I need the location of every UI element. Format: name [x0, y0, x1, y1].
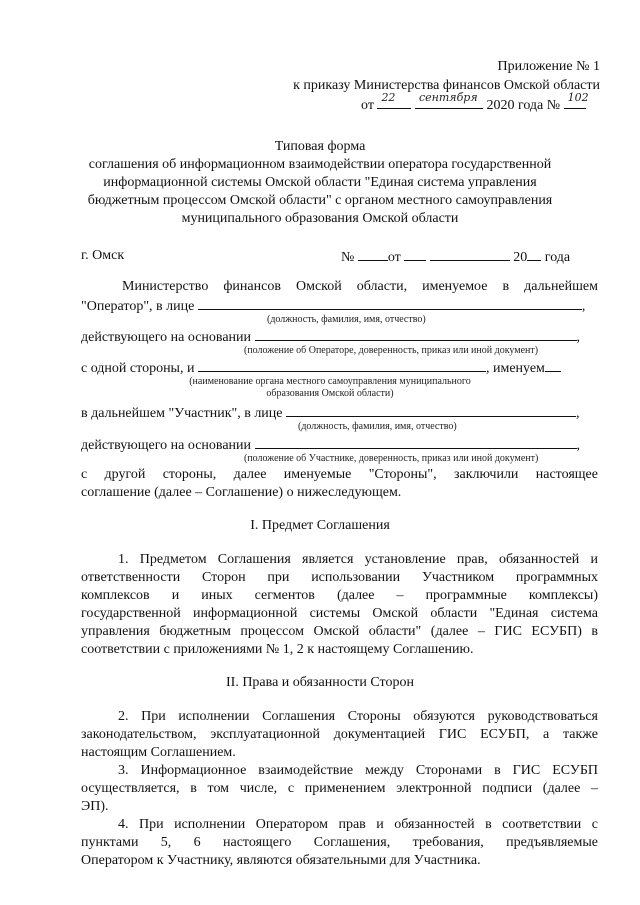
section-2-p3-line-3: ЭП).: [81, 799, 109, 814]
named-label: , именуем: [485, 361, 545, 376]
section-2-p3-line-1: 3. Информационное взаимодействие между Сторонами в ГИС ЕСУБП: [118, 763, 598, 778]
section-1-line-6: соответствии с приложениями № 1, 2 к настоящему Соглашению.: [81, 642, 474, 657]
appendix-label: Приложение № 1: [497, 59, 600, 74]
preamble-line-7: с другой стороны, далее именуемые "Стороны", заключили настоящее: [81, 467, 598, 482]
preamble-line-5: в дальнейшем "Участник", в лице ,: [81, 406, 580, 421]
preamble-line-3: действующего на основании ,: [81, 330, 581, 345]
form-subtitle-3: бюджетным процессом Омской области" с органом местного самоуправления: [87, 193, 553, 208]
city: г. Омск: [81, 248, 125, 263]
section-2-p4-line-3: Оператором к Участнику, являются обязательными для Участника.: [81, 853, 481, 868]
section-1-line-5: управления бюджетным процессом Омской области" (далее – ГИС ЕСУБП) в: [81, 624, 598, 639]
caption-operator-basis: (положение об Операторе, доверенность, приказ или иной документ): [244, 345, 539, 356]
section-2-p2-line-2: законодательством, эксплуатационной документацией ГИС ЕСУБП, а также: [81, 727, 598, 742]
other-side-label: с одной стороны, и: [81, 361, 195, 376]
date-day-handwritten: 22: [381, 91, 396, 104]
date-year: 2020 года №: [486, 98, 561, 113]
order-date-line: [361, 91, 589, 114]
date-month-field: [415, 91, 483, 109]
operator-basis-field: [255, 328, 577, 341]
year-label: 20: [513, 250, 528, 265]
section-1-line-3: комплексов и иных сегментов (далее – программные комплексы): [81, 588, 598, 603]
preamble-line-6: действующего на основании ,: [81, 438, 581, 453]
section-2-p4-line-1: 4. При исполнении Оператором прав и обязанностей в соответствии с: [118, 817, 598, 832]
section-1-line-1: 1. Предметом Соглашения является установление прав, обязанностей и: [118, 552, 598, 567]
caption-operator-person: (должность, фамилия, имя, отчество): [267, 314, 426, 325]
operator-person-field: [198, 297, 582, 310]
date-prefix: от: [361, 98, 374, 113]
preamble-line-8: соглашение (далее – Соглашение) о нижеследующем.: [81, 485, 402, 500]
section-2-p3-line-2: осуществляется, в том числе, с применением электронной подписи (далее –: [81, 781, 598, 796]
caption-participant-basis: (положение об Участнике, доверенность, приказ или иной документ): [244, 453, 539, 464]
section-2-p2-line-1: 2. При исполнении Соглашения Стороны обязуются руководствоваться: [118, 709, 598, 724]
agreement-number-date-line: [341, 248, 570, 266]
date-month-handwritten: сентября: [418, 91, 478, 104]
number-label: №: [341, 250, 355, 265]
preamble-line-4: [81, 359, 561, 377]
number-field: [358, 248, 388, 261]
section-1-line-2: ответственности Сторон при использовании Участником программных: [81, 570, 598, 585]
from-label: от: [387, 250, 401, 265]
preamble-line-1: Министерство финансов Омской области, именуемое в дальнейшем: [122, 279, 598, 294]
order-number-field: [564, 91, 589, 109]
form-title: Типовая форма: [274, 139, 366, 154]
section-1-line-4: государственной информационной системы Омской области "Единая система: [81, 606, 598, 621]
operator-in-person-label: "Оператор", в лице: [81, 299, 195, 314]
named-ending-field: [545, 359, 561, 372]
participant-name-field: [198, 359, 486, 372]
caption-participant-name-1: (наименование органа местного самоуправления муниципального: [189, 376, 471, 387]
section-2-heading: II. Права и обязанности Сторон: [226, 675, 414, 690]
operator-basis-label: действующего на основании: [81, 330, 252, 345]
participant-basis-label: действующего на основании: [81, 438, 252, 453]
year-suffix: года: [544, 250, 571, 265]
month-field: [430, 248, 510, 261]
participant-basis-field: [255, 436, 577, 449]
participant-person-field: [286, 404, 576, 417]
section-2-p4-line-2: пунктами 5, 6 настоящего Соглашения, требования, предъявляемые: [81, 835, 598, 850]
form-subtitle-2: информационной системы Омской области "Единая система управления: [103, 175, 537, 190]
date-day-field: [377, 91, 411, 109]
preamble-line-2: "Оператор", в лице ,: [81, 299, 586, 314]
order-number-handwritten: 102: [567, 91, 589, 104]
year-field: [527, 248, 541, 261]
form-subtitle-1: соглашения об информационном взаимодействии оператора государственной: [88, 157, 552, 172]
day-field: [404, 248, 426, 261]
caption-participant-name-2: образования Омской области): [266, 388, 394, 399]
form-subtitle-4: муниципального образования Омской области: [181, 211, 459, 226]
caption-participant-person: (должность, фамилия, имя, отчество): [298, 421, 457, 432]
section-2-p2-line-3: настоящим Соглашением.: [81, 745, 236, 760]
order-reference: к приказу Министерства финансов Омской области: [293, 78, 600, 93]
section-1-heading: I. Предмет Соглашения: [250, 518, 390, 533]
participant-in-person-label: в дальнейшем "Участник", в лице: [81, 406, 283, 421]
